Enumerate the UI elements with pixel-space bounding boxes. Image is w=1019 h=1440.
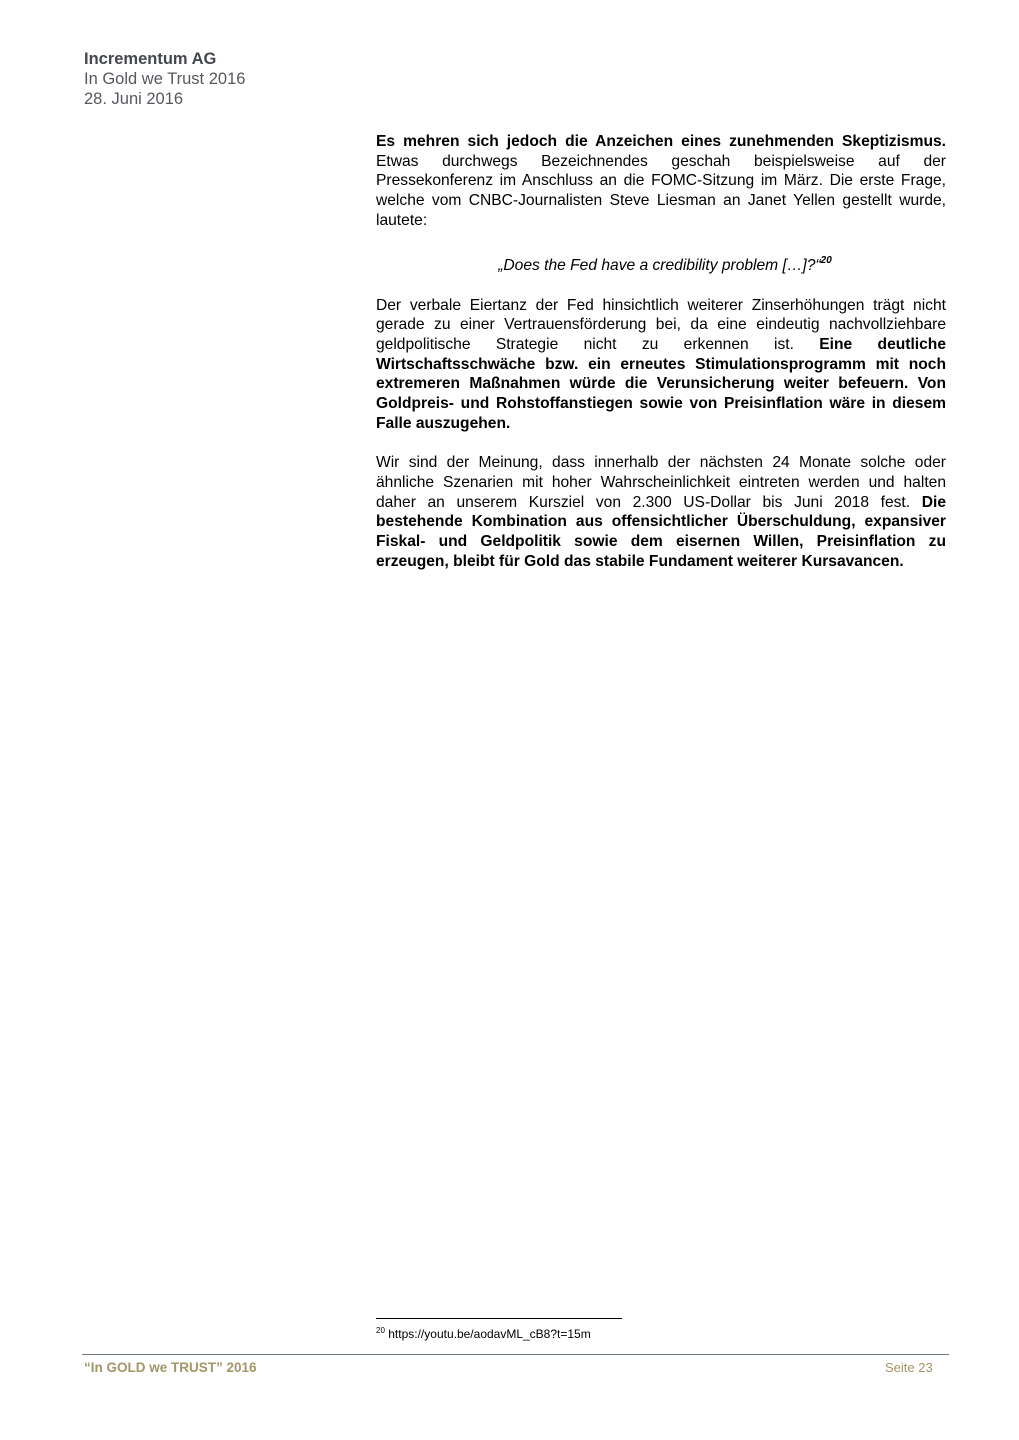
paragraph-3-text: Wir sind der Meinung, dass innerhalb der nächsten 24 Monate solche oder ähnliche Szenarien mit hoher Wahrscheinlichkeit eintreten werden und halten daher an unserem Kursziel von 2.300 US-Dollar bis Juni 2018 fest. bbox=[376, 454, 946, 511]
footnote-separator bbox=[376, 1318, 622, 1319]
footnote-link[interactable]: https://youtu.be/aodavML_cB8?t=15m bbox=[388, 1327, 591, 1341]
page-number: Seite 23 bbox=[885, 1360, 933, 1375]
main-text-column bbox=[376, 132, 946, 591]
paragraph-2-bold: Eine deutliche Wirtschaftsschwäche bzw. ein erneutes Stimulationsprogramm mit noch extremeren Maßnahmen würde die Verunsicherung weiter befeuern. Von Goldpreis- und Rohstoffanstiegen sowie von Preisinflation wäre in diesem Falle auszugehen. bbox=[376, 336, 946, 432]
quote-footnote-ref[interactable]: 20 bbox=[820, 255, 832, 267]
footnote bbox=[376, 1326, 591, 1342]
footnote-number: 20 bbox=[376, 1326, 385, 1335]
report-title: In Gold we Trust 2016 bbox=[84, 70, 246, 88]
paragraph-3-bold: Die bestehende Kombination aus offensichtlicher Überschuldung, expansiver Fiskal- und Geldpolitik sowie dem eisernen Willen, Preisinflation zu erzeugen, bleibt für Gold das stabile Fundament weiterer Kursavancen. bbox=[376, 493, 946, 570]
paragraph-1-bold: Es mehren sich jedoch die Anzeichen eines zunehmenden Skeptizismus. bbox=[376, 133, 946, 150]
paragraph-2 bbox=[376, 296, 946, 434]
page-header bbox=[84, 49, 245, 109]
block-quote bbox=[376, 250, 946, 276]
quote-text: „Does the Fed have a credibility problem […]?“ bbox=[498, 257, 821, 275]
report-date: 28. Juni 2016 bbox=[84, 90, 184, 108]
paragraph-2-text: Der verbale Eiertanz der Fed hinsichtlich weiterer Zinserhöhungen trägt nicht gerade zu einer Vertrauensförderung bei, da eine eindeutig nachvollziehbare geldpolitische Strategie nicht zu erkennen ist. bbox=[376, 296, 946, 353]
paragraph-1-text: Etwas durchwegs Bezeichnendes geschah beispielsweise auf der Pressekonferenz im Anschluss an die FOMC-Sitzung im März. Die erste Frage, welche vom CNBC-Journalisten Steve Liesman an Janet Yellen gestellt wurde, lautete: bbox=[376, 152, 946, 229]
footer-divider bbox=[82, 1354, 949, 1355]
paragraph-1 bbox=[376, 132, 946, 231]
company-name: Incrementum AG bbox=[84, 50, 217, 68]
paragraph-3 bbox=[376, 453, 946, 571]
footer-title: “In GOLD we TRUST” 2016 bbox=[84, 1360, 257, 1375]
